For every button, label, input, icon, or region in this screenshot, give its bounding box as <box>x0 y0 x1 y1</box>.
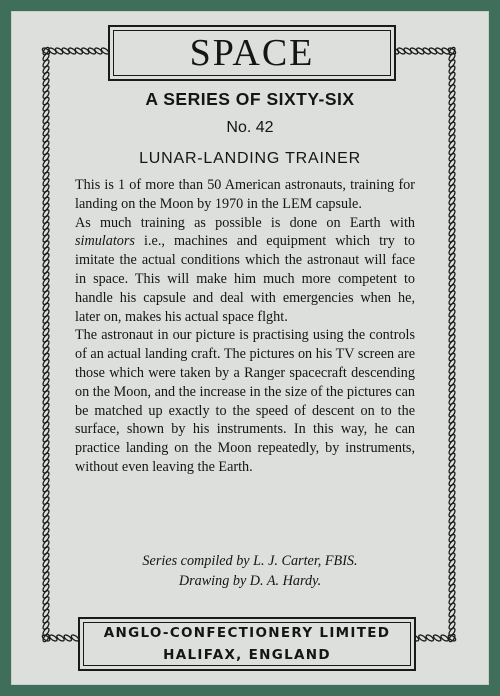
rope-link <box>49 634 58 642</box>
trading-card <box>11 11 489 685</box>
paragraph-2-start: As much training as possible is done on Earth with <box>75 214 415 231</box>
rope-link <box>418 634 427 642</box>
series-subtitle: A SERIES OF SIXTY-SIX <box>145 89 355 109</box>
card-description <box>75 176 415 477</box>
publisher-line-1: ANGLO-CONFECTIONERY LIMITED <box>103 625 391 641</box>
rope-link <box>433 634 442 642</box>
rope-link <box>440 634 449 642</box>
publisher-line-2: HALIFAX, ENGLAND <box>163 647 331 663</box>
paragraph-1: This is 1 of more than 50 American astronauts, training for landing on the Moon by 1970 in the LEM capsule. <box>75 177 415 212</box>
rope-link <box>56 634 65 642</box>
credit-compiled: Series compiled by L. J. Carter, FBIS. <box>142 553 358 569</box>
credits <box>11 551 489 591</box>
paragraph-2-end: i.e., machines and equipment which try to imitate the actual conditions which the astronaut will face in space. This will make him much more competent to handle his capsule and deal with emergencies when he, later on, makes his actual space flght. <box>75 233 415 325</box>
title-box <box>108 25 396 81</box>
card-title: SPACE <box>189 32 315 74</box>
publisher-box <box>78 617 416 671</box>
card-number: No. 42 <box>226 119 274 136</box>
paragraph-2-italic: simulators <box>75 233 135 250</box>
card-heading: LUNAR-LANDING TRAINER <box>139 150 361 167</box>
rope-link <box>425 634 434 642</box>
paragraph-2 <box>75 214 415 327</box>
rope-link <box>63 634 72 642</box>
credit-drawing: Drawing by D. A. Hardy. <box>178 573 322 589</box>
paragraph-3: The astronaut in our picture is practising using the controls of an actual landing craft. The pictures on his TV screen are those which were taken by a Ranger spacecraft descending on the Moon, and the increase in the size of the pictures can be matched up exactly to the speed of descent on to the surface, shown by his instruments. In this way, he can practice landing on the Moon repeatedly, by instruments, without even leaving the Earth. <box>75 327 415 475</box>
